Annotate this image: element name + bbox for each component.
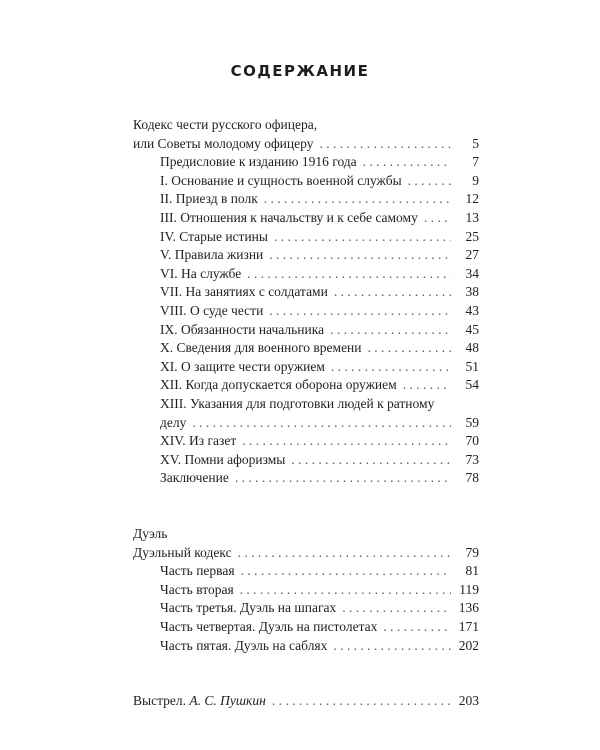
- leader-dots: [274, 228, 451, 247]
- toc-entry[interactable]: [133, 544, 479, 563]
- leader-dots: [247, 265, 451, 284]
- toc-page-number: 13: [465, 209, 479, 225]
- toc-entry-text: XIII. Указания для подготовки людей к ратному: [160, 395, 435, 411]
- toc-entry[interactable]: [133, 637, 479, 656]
- toc-page-number: 45: [465, 321, 479, 337]
- toc-page-number: 70: [465, 433, 479, 449]
- toc-entry[interactable]: [133, 209, 479, 228]
- toc-page-number: 5: [472, 135, 479, 151]
- toc-entry-text: I. Основание и сущность военной службы: [160, 172, 402, 188]
- toc-entry[interactable]: [133, 339, 479, 358]
- toc-page-number: 9: [472, 172, 479, 188]
- toc-entry-text: Часть первая: [160, 563, 235, 579]
- toc-page-number: 79: [465, 544, 479, 560]
- leader-dots: [242, 432, 451, 451]
- toc-entry-text: Дуэльный кодекс: [133, 544, 232, 560]
- toc-entry[interactable]: [133, 228, 479, 247]
- toc-entry-text: II. Приезд в полк: [160, 191, 258, 207]
- toc-page-number: 25: [465, 228, 479, 244]
- leader-dots: [333, 637, 451, 656]
- toc-entry[interactable]: [133, 414, 479, 433]
- toc-entry-text: Часть третья. Дуэль на шпагах: [160, 600, 337, 616]
- toc-page-number: 12: [465, 191, 479, 207]
- toc-entry-text: III. Отношения к начальству и к себе самому: [160, 209, 418, 225]
- toc-entry-text: IX. Обязанности начальника: [160, 321, 325, 337]
- leader-dots: [192, 414, 451, 433]
- leader-dots: [264, 190, 451, 209]
- toc-page-number: 78: [465, 470, 479, 486]
- toc-entry[interactable]: [133, 190, 479, 209]
- leader-dots: [424, 209, 451, 228]
- leader-dots: [269, 246, 451, 265]
- toc-entry-text: VII. На занятиях с солдатами: [160, 284, 328, 300]
- leader-dots: [240, 581, 451, 600]
- toc-page-number: 119: [459, 581, 479, 597]
- toc-entry[interactable]: [133, 153, 479, 172]
- toc-page-number: 27: [465, 247, 479, 263]
- work-title: Выстрел.: [133, 693, 186, 709]
- toc-page-number: 203: [458, 693, 479, 709]
- toc-entry-text: IV. Старые истины: [160, 228, 268, 244]
- leader-dots: [272, 692, 451, 711]
- toc-entry-text: VIII. О суде чести: [160, 302, 264, 318]
- toc-page-number: 34: [465, 265, 479, 281]
- leader-dots: [342, 599, 451, 618]
- leader-dots: [238, 544, 451, 563]
- toc-entry[interactable]: [133, 283, 479, 302]
- toc-page-number: 73: [465, 451, 479, 467]
- leader-dots: [319, 135, 451, 154]
- toc-entry[interactable]: [133, 618, 479, 637]
- toc-entry-text: XV. Помни афоризмы: [160, 451, 286, 467]
- toc-entry[interactable]: [133, 302, 479, 321]
- toc-entry[interactable]: [133, 562, 479, 581]
- leader-dots: [235, 469, 451, 488]
- toc-entry[interactable]: [133, 172, 479, 191]
- toc-entry-text: X. Сведения для военного времени: [160, 340, 362, 356]
- leader-dots: [368, 339, 451, 358]
- toc-entry-text: Часть пятая. Дуэль на саблях: [160, 637, 328, 653]
- toc-entry-text: Дуэль: [133, 526, 168, 542]
- toc-entry[interactable]: [133, 116, 479, 135]
- toc-page-number: 48: [465, 340, 479, 356]
- toc-page-number: 38: [465, 284, 479, 300]
- leader-dots: [241, 562, 451, 581]
- page-title: СОДЕРЖАНИЕ: [230, 62, 370, 80]
- toc-entry[interactable]: [133, 376, 479, 395]
- leader-dots: [383, 618, 451, 637]
- toc-entry-text: Предисловие к изданию 1916 года: [160, 154, 357, 170]
- leader-dots: [403, 376, 451, 395]
- toc-entry-text: [133, 692, 266, 711]
- toc-page-number: 81: [465, 563, 479, 579]
- toc-entry-text: Кодекс чести русского офицера,: [133, 117, 318, 132]
- toc-page-number: 7: [472, 154, 479, 170]
- leader-dots: [330, 321, 451, 340]
- toc-entry-text: VI. На службе: [160, 265, 242, 281]
- toc-page-number: 171: [458, 619, 479, 635]
- toc-page-number: 43: [465, 302, 479, 318]
- leader-dots: [408, 172, 451, 191]
- toc-page-number: 54: [465, 377, 479, 393]
- toc-entry[interactable]: [133, 451, 479, 470]
- toc-entry-text: V. Правила жизни: [160, 247, 264, 263]
- toc-page-number: 59: [465, 414, 479, 430]
- section-gap: [133, 488, 479, 507]
- toc-page-number: 202: [458, 637, 479, 653]
- toc-page-number: 51: [465, 358, 479, 374]
- section-gap: [133, 506, 479, 525]
- toc-entry[interactable]: [133, 692, 479, 711]
- leader-dots: [334, 283, 451, 302]
- toc-entry[interactable]: [133, 525, 479, 544]
- toc-entry[interactable]: [133, 321, 479, 340]
- toc-entry[interactable]: [133, 432, 479, 451]
- toc-entry-text: делу: [160, 414, 187, 430]
- toc-entry-text: Часть вторая: [160, 581, 234, 597]
- toc-entry[interactable]: [133, 469, 479, 488]
- section-gap: [133, 655, 479, 674]
- toc-entry-text: XIV. Из газет: [160, 433, 237, 449]
- toc-entry[interactable]: [133, 395, 479, 414]
- toc-entry[interactable]: [133, 246, 479, 265]
- toc-entry[interactable]: [133, 599, 479, 618]
- work-author: А. С. Пушкин: [189, 693, 266, 709]
- leader-dots: [363, 153, 451, 172]
- leader-dots: [269, 302, 451, 321]
- toc-page-number: 136: [458, 600, 479, 616]
- table-of-contents: [133, 116, 479, 711]
- toc-entry[interactable]: [133, 135, 479, 154]
- toc-entry-text: XII. Когда допускается оборона оружием: [160, 377, 397, 393]
- toc-entry[interactable]: [133, 358, 479, 377]
- toc-entry[interactable]: [133, 265, 479, 284]
- toc-entry-text: Часть четвертая. Дуэль на пистолетах: [160, 619, 378, 635]
- leader-dots: [331, 358, 451, 377]
- toc-entry-text: XI. О защите чести оружием: [160, 358, 325, 374]
- section-gap: [133, 674, 479, 693]
- toc-entry[interactable]: [133, 581, 479, 600]
- toc-entry-text: Заключение: [160, 470, 229, 486]
- leader-dots: [291, 451, 451, 470]
- toc-entry-text: или Советы молодому офицеру: [133, 135, 314, 151]
